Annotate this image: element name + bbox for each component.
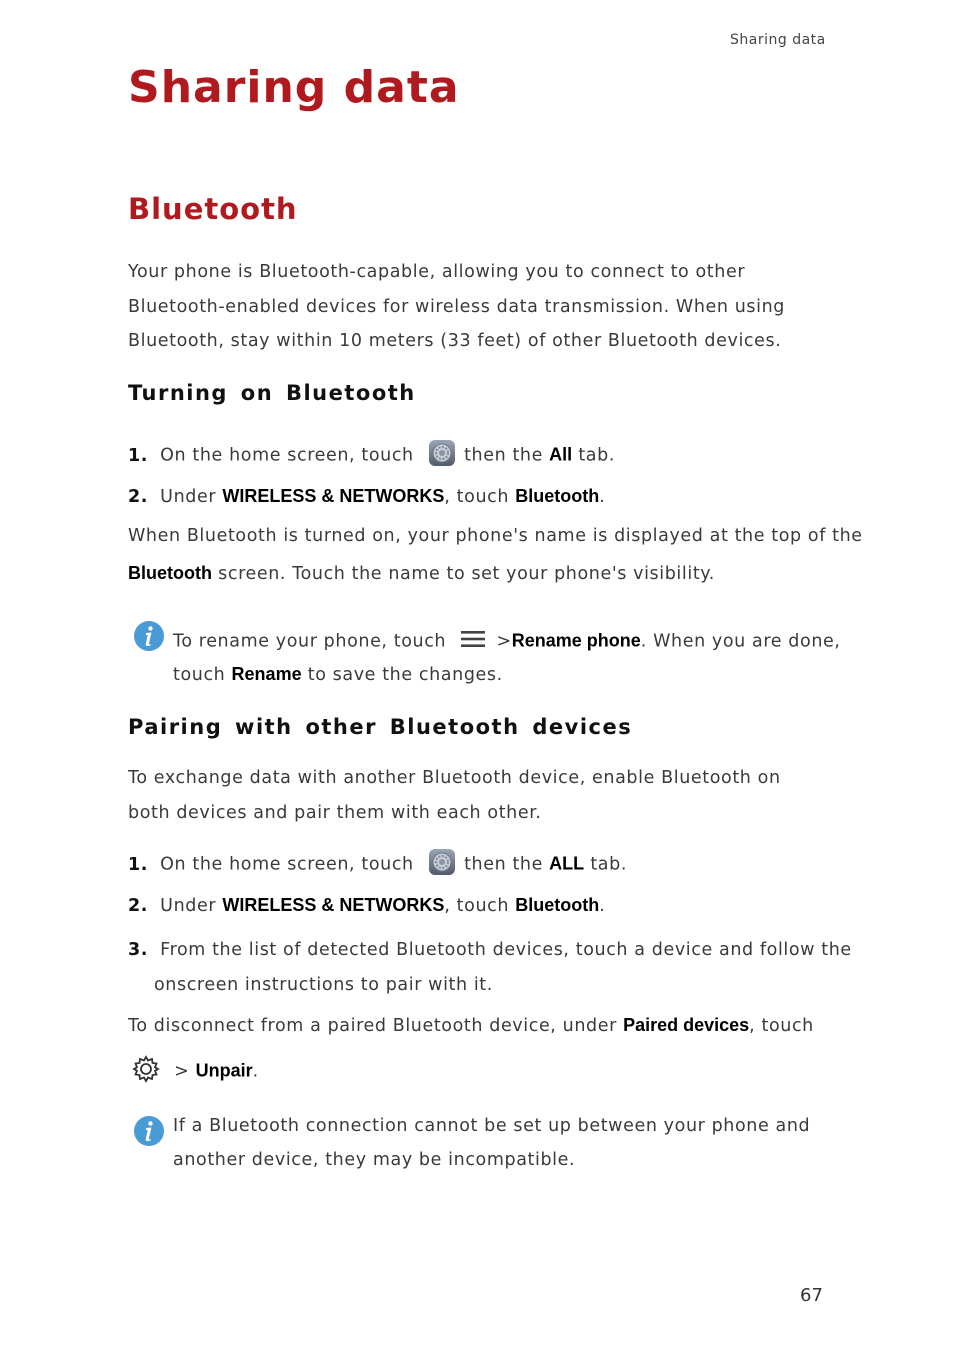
step-text: Under bbox=[160, 487, 217, 507]
rename-phone-label: Rename phone bbox=[511, 630, 641, 651]
step-text: tab. bbox=[578, 445, 616, 466]
bluetooth-label: Bluetooth bbox=[515, 486, 600, 506]
disconnect-text: To disconnect from a paired Bluetooth device, under bbox=[128, 1016, 617, 1036]
pairing-intro-paragraph: To exchange data with another Bluetooth device, enable Bluetooth on both devices and pair them with each other. bbox=[128, 768, 781, 823]
subsection-title-pairing: Pairing with other Bluetooth devices bbox=[128, 715, 633, 739]
step-number: 1. bbox=[128, 854, 149, 875]
step-number: 2. bbox=[128, 896, 149, 916]
step-text: , touch bbox=[444, 896, 510, 916]
unpair-label: Unpair bbox=[195, 1060, 253, 1081]
chapter-title: Sharing data bbox=[128, 62, 460, 113]
bluetooth-screen-label: Bluetooth bbox=[128, 563, 212, 583]
intro-paragraph: Your phone is Bluetooth-capable, allowing you to connect to other Bluetooth-enabled devices for wireless data transmission. When using Bluetooth, stay within 10 meters (33 feet) of other Bluetooth devices. bbox=[128, 262, 786, 351]
step-number: 2. bbox=[128, 487, 149, 507]
step-1-turning-on bbox=[128, 439, 615, 472]
step-text: . bbox=[599, 487, 606, 507]
settings-app-icon bbox=[428, 439, 456, 472]
step-text: tab. bbox=[590, 854, 627, 875]
bluetooth-name-note-line1: When Bluetooth is turned on, your phone's name is displayed at the top of the bbox=[128, 526, 863, 546]
step-text: Under bbox=[160, 896, 217, 916]
step-2-turning-on bbox=[128, 486, 605, 507]
disconnect-separator: > bbox=[174, 1061, 190, 1082]
step-text: . bbox=[599, 896, 606, 916]
tip-text: touch bbox=[173, 665, 226, 685]
step-1-pairing bbox=[128, 848, 627, 881]
running-header: Sharing data bbox=[730, 32, 826, 48]
paired-devices-label: Paired devices bbox=[623, 1015, 750, 1035]
tip-text: . When you are done, bbox=[640, 631, 841, 652]
step-text: On the home screen, touch bbox=[160, 854, 414, 875]
step-text: then the bbox=[464, 445, 543, 466]
step-3-pairing-line1 bbox=[128, 940, 852, 960]
disconnect-text: , touch bbox=[749, 1016, 814, 1036]
tip-rename-line2 bbox=[173, 664, 503, 685]
rename-label: Rename bbox=[231, 664, 302, 684]
info-icon bbox=[133, 620, 165, 656]
all-tab-label: All bbox=[549, 444, 573, 465]
tip-incompatible-line1: If a Bluetooth connection cannot be set up between your phone and bbox=[173, 1116, 811, 1136]
step-text: From the list of detected Bluetooth devices, touch a device and follow the bbox=[160, 940, 852, 960]
note-text: screen. Touch the name to set your phone's visibility. bbox=[218, 564, 715, 584]
wireless-networks-label: WIRELESS & NETWORKS bbox=[222, 486, 445, 506]
gear-icon bbox=[132, 1055, 160, 1088]
step-text: then the bbox=[464, 854, 543, 875]
step-3-pairing-line2: onscreen instructions to pair with it. bbox=[154, 975, 493, 995]
menu-icon bbox=[460, 629, 486, 654]
disconnect-text: . bbox=[252, 1061, 259, 1082]
page-number: 67 bbox=[800, 1285, 823, 1306]
info-icon bbox=[133, 1115, 165, 1151]
section-title: Bluetooth bbox=[128, 192, 298, 226]
bluetooth-name-note-line2 bbox=[128, 563, 715, 584]
tip-rename-line1 bbox=[173, 629, 841, 654]
step-number: 1. bbox=[128, 445, 149, 466]
step-number: 3. bbox=[128, 940, 149, 960]
subsection-title-turning-on: Turning on Bluetooth bbox=[128, 381, 416, 405]
disconnect-line2 bbox=[132, 1055, 259, 1088]
all-tab-label: ALL bbox=[549, 853, 585, 874]
bluetooth-label: Bluetooth bbox=[515, 895, 600, 915]
step-text: On the home screen, touch bbox=[160, 445, 414, 466]
tip-separator: > bbox=[496, 631, 512, 652]
tip-text: to save the changes. bbox=[307, 665, 503, 685]
disconnect-line1 bbox=[128, 1015, 814, 1036]
tip-incompatible-line2: another device, they may be incompatible. bbox=[173, 1150, 576, 1170]
step-2-pairing bbox=[128, 895, 605, 916]
wireless-networks-label: WIRELESS & NETWORKS bbox=[222, 895, 445, 915]
settings-app-icon bbox=[428, 848, 456, 881]
step-text: , touch bbox=[444, 487, 510, 507]
tip-text: To rename your phone, touch bbox=[173, 631, 447, 652]
